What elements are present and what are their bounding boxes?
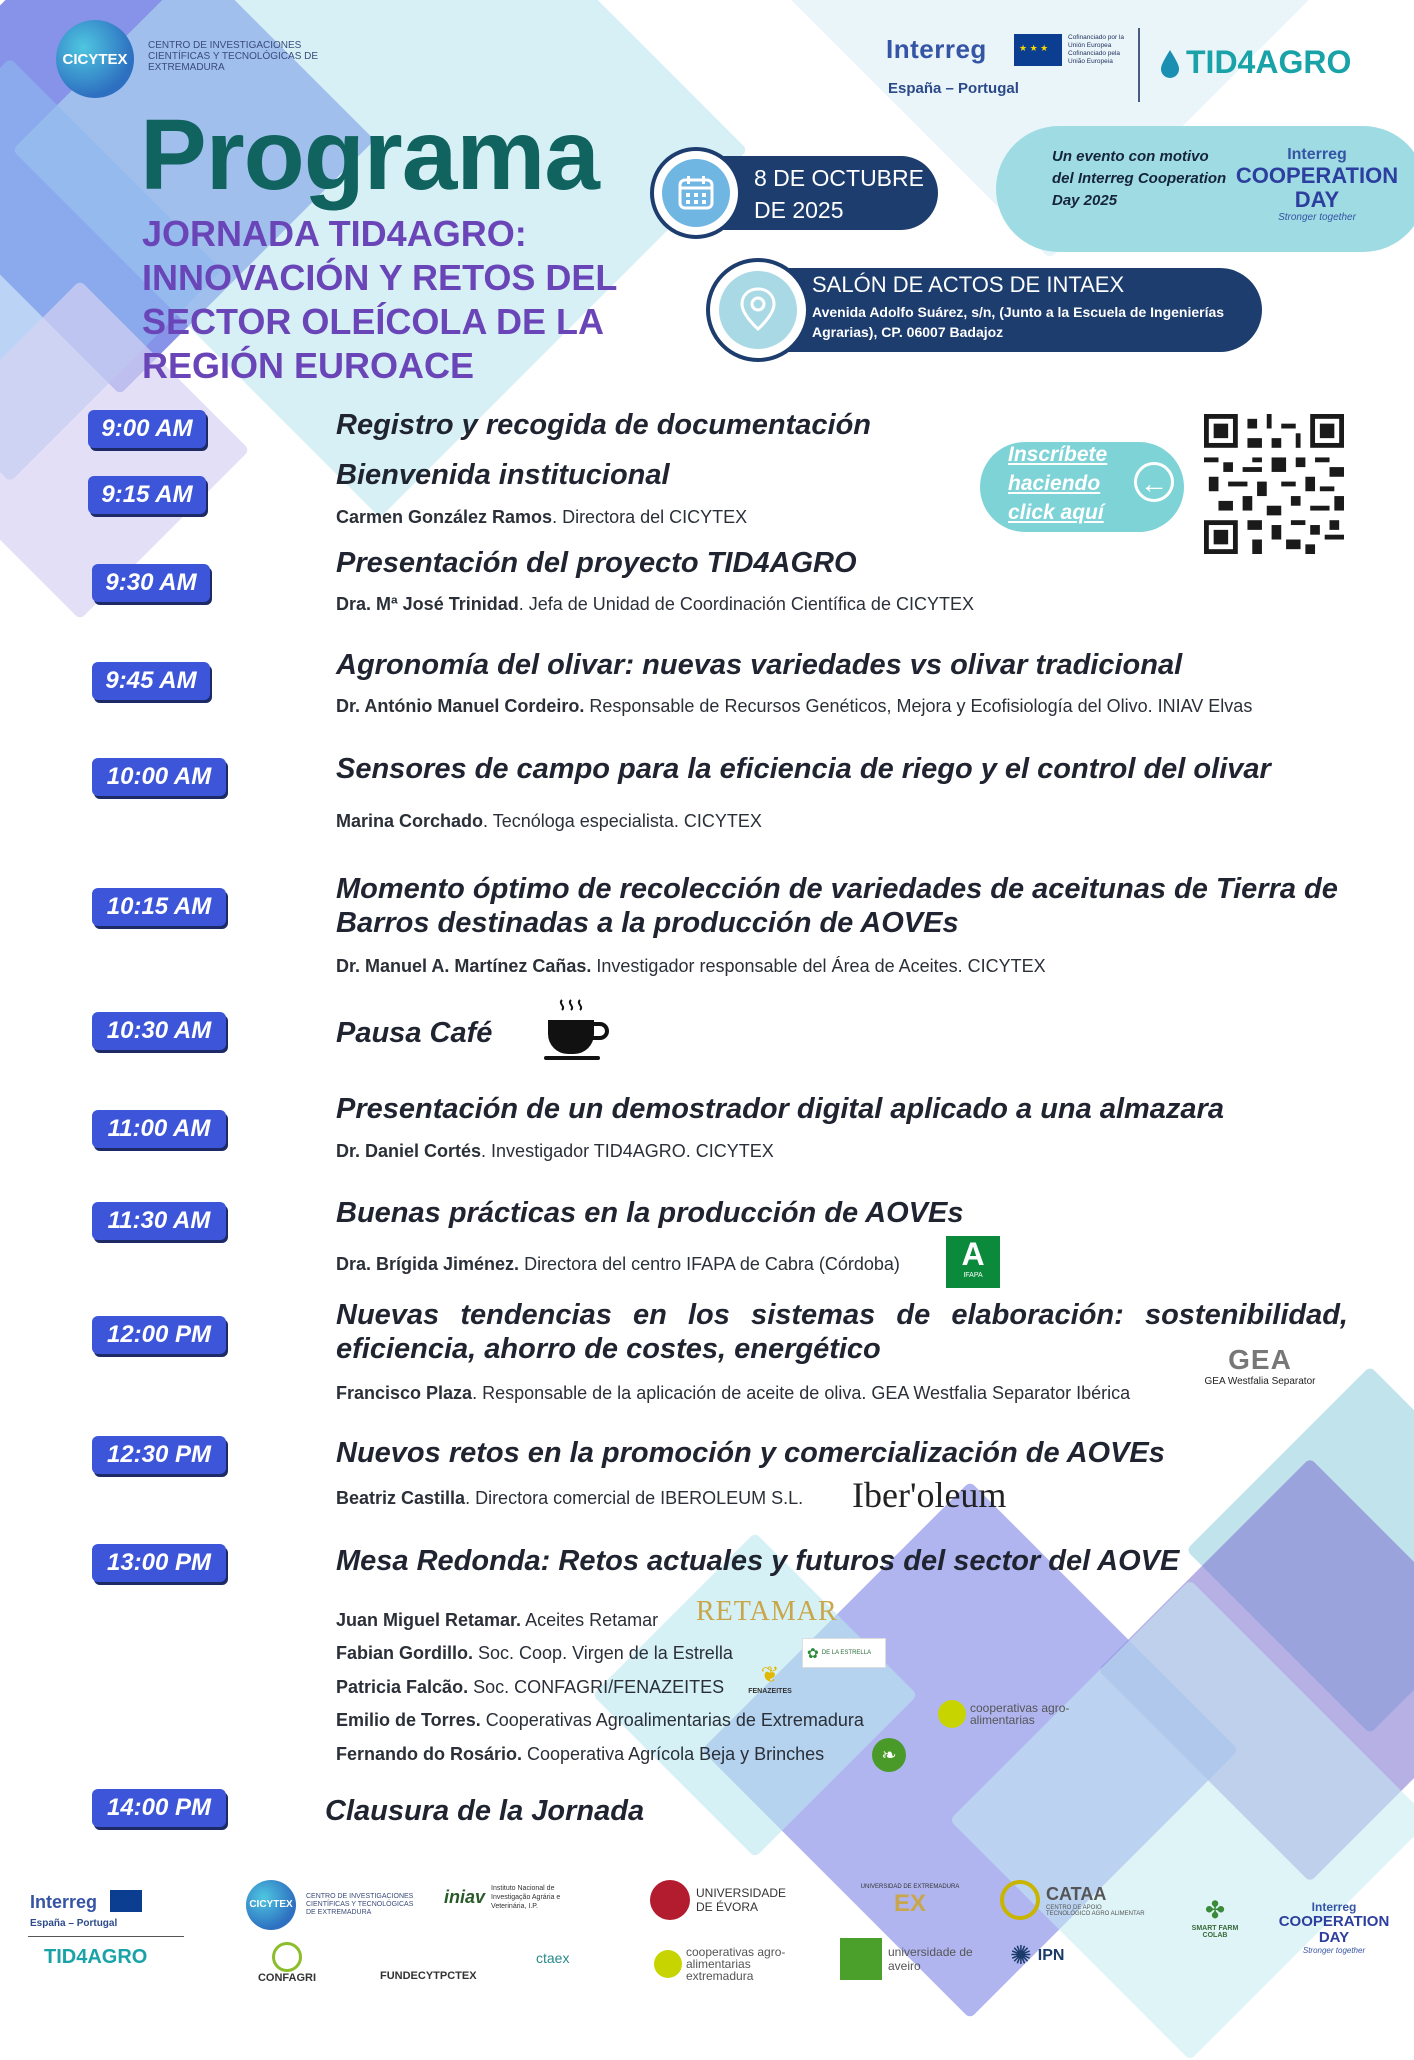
ifapa-logo: [946, 1236, 1000, 1288]
venue-address: Avenida Adolfo Suárez, s/n, (Junto a la Escuela de Ingenierías Agrarias), CP. 06007 Badajoz: [812, 304, 1225, 340]
time-badge: 11:00 AM: [92, 1110, 226, 1148]
cataa-sub: CENTRO DE APOIO TECNOLÓGICO AGRO ALIMENTAR: [1046, 1904, 1145, 1917]
gea-logo-sub: GEA Westfalia Separator: [1204, 1376, 1316, 1387]
iberoleum-logo: Iber'oleum: [852, 1475, 1007, 1515]
cicytex-logo: [56, 20, 134, 98]
footer-coop-day-interreg: Interreg: [1311, 1900, 1357, 1914]
fenazeites-logo-text: FENAZEITES: [748, 1688, 792, 1695]
speaker-name: Francisco Plaza: [336, 1383, 473, 1403]
speaker-role: . Directora del CICYTEX: [552, 507, 748, 527]
time-badge: 14:00 PM: [92, 1789, 226, 1827]
footer-evora: [650, 1880, 796, 1920]
time-badge: 11:30 AM: [92, 1202, 226, 1240]
footer-confagri: [252, 1942, 322, 1984]
cicytex-logo-text: CICYTEX: [62, 50, 128, 68]
panelist-org: Cooperativa Agrícola Beja y Brinches: [522, 1744, 825, 1764]
footer-tid4agro: TID4AGRO: [44, 1946, 148, 1968]
coop-agro-icon: [938, 1700, 966, 1728]
aveiro-icon: [840, 1938, 882, 1980]
footer-espana-portugal: España – Portugal: [30, 1918, 118, 1929]
beja-logo: ❧: [872, 1738, 906, 1772]
footer-coop-agro-icon: [654, 1950, 682, 1978]
speaker-name: Dra. Mª José Trinidad: [336, 594, 519, 614]
time-badge: 9:15 AM: [88, 476, 206, 514]
speaker-name: Dr. António Manuel Cordeiro.: [336, 696, 585, 716]
location-pin-icon: [736, 285, 780, 335]
panelist: [336, 1710, 864, 1731]
panelist: [336, 1643, 733, 1664]
cataa-name: CATAA: [1046, 1883, 1107, 1904]
panelist-org: Aceites Retamar: [521, 1610, 659, 1630]
speaker-name: Dra. Brígida Jiménez.: [336, 1254, 520, 1274]
page-title: Programa: [140, 99, 599, 211]
talk-title: Momento óptimo de recolección de variedades de aceitunas de Tierra de Barros destinadas a la producción de AOVEs: [336, 873, 1338, 939]
talk-title: Agronomía del olivar: nuevas variedades vs olivar tradicional: [336, 649, 1183, 681]
qr-code[interactable]: [1204, 414, 1344, 554]
speaker-role: . Responsable de la aplicación de aceite de oliva. GEA Westfalia Separator Ibérica: [472, 1383, 1131, 1403]
aveiro-text: universidade de aveiro: [888, 1945, 973, 1973]
uex-text: UNIVERSIDAD DE EXTREMADURA: [860, 1884, 960, 1890]
speaker-line: [336, 1488, 803, 1509]
speaker-line: [336, 1383, 1130, 1404]
footer-divider: [28, 1936, 184, 1937]
location-icon-wrap: [719, 271, 797, 349]
panelist-org: Soc. CONFAGRI/FENAZEITES: [468, 1677, 725, 1697]
fenazeites-logo: [746, 1662, 794, 1695]
footer-aveiro: [840, 1938, 978, 1980]
speaker-role: . Tecnóloga especialista. CICYTEX: [483, 811, 762, 831]
talk-title: Clausura de la Jornada: [325, 1795, 645, 1827]
cicytex-name: CENTRO DE INVESTIGACIONES CIENTÍFICAS Y TECNOLÓGICAS DE EXTREMADURA: [148, 40, 319, 73]
footer-coop-day-sub: Stronger together: [1302, 1946, 1366, 1955]
header-divider: [1138, 28, 1140, 102]
evora-text: UNIVERSIDADE DE ÉVORA: [696, 1886, 787, 1914]
panelist-name: Emilio de Torres.: [336, 1710, 481, 1730]
talk-title: Nuevos retos en la promoción y comercialización de AOVEs: [336, 1437, 1165, 1469]
evora-icon: [650, 1880, 690, 1920]
iniav-name: Instituto Nacional de Investigação Agrária e Veterinária, I.P.: [491, 1885, 561, 1910]
tid4agro-logo: [1186, 44, 1351, 81]
speaker-name: Marina Corchado: [336, 811, 484, 831]
coop-logo-main: COOPERATION DAY: [1235, 163, 1399, 212]
footer-coop-day-main: COOPERATION DAY: [1278, 1913, 1390, 1946]
register-link[interactable]: Inscríbete haciendo click aquí: [1008, 443, 1108, 524]
time-badge: 13:00 PM: [92, 1544, 226, 1582]
panelist: [336, 1744, 824, 1765]
venue-name: SALÓN DE ACTOS DE INTAEX: [812, 272, 1125, 297]
coop-agro-text: cooperativas agro-alimentarias: [970, 1701, 1070, 1727]
coop-logo-interreg: Interreg: [1287, 146, 1347, 163]
footer-cicytex-name: CENTRO DE INVESTIGACIONES CIENTÍFICAS Y TECNOLÓGICAS DE EXTREMADURA: [306, 1893, 414, 1916]
panelist-name: Fernando do Rosário.: [336, 1744, 523, 1764]
footer-uex: [840, 1884, 980, 1918]
panelist: [336, 1610, 658, 1631]
talk-title: Nuevas tendencias en los sistemas de elaboración: sostenibilidad, eficiencia, ahorro de costes, energético: [336, 1299, 1348, 1365]
uex-icon: EX: [893, 1890, 926, 1917]
speaker-line: [336, 811, 762, 832]
speaker-role: Directora del centro IFAPA de Cabra (Córdoba): [519, 1254, 900, 1274]
calendar-icon: [676, 173, 716, 213]
espana-portugal-label: España – Portugal: [888, 80, 1019, 97]
footer-fundecyt: FUNDECYTPCTEX: [380, 1970, 477, 1982]
location-badge: [706, 258, 810, 362]
speaker-role: Investigador responsable del Área de Aceites. CICYTEX: [591, 956, 1046, 976]
panelist-name: Patricia Falcão.: [336, 1677, 469, 1697]
ifapa-a-glyph: A: [961, 1236, 985, 1272]
speaker-role: . Jefa de Unidad de Coordinación Científica de CICYTEX: [518, 594, 974, 614]
event-subtitle: JORNADA TID4AGRO: INNOVACIÓN Y RETOS DEL SECTOR OLEÍCOLA DE LA REGIÓN EUROACE: [142, 213, 617, 386]
cataa-text: [1046, 1884, 1146, 1917]
ipn-icon: ✺: [1010, 1940, 1032, 1970]
talk-title: Buenas prácticas en la producción de AOVEs: [336, 1197, 964, 1229]
speaker-name: Dr. Manuel A. Martínez Cañas.: [336, 956, 592, 976]
speaker-line: [336, 1141, 774, 1162]
drop-icon: [1158, 48, 1182, 78]
talk-title: Registro y recogida de documentación: [336, 409, 871, 441]
smartfarm-text: SMART FARM COLAB: [1191, 1925, 1239, 1939]
tid4agro-logo-text: TID4AGRO: [1186, 44, 1352, 80]
speaker-role: Responsable de Recursos Genéticos, Mejora y Ecofisiología del Olivo. INIAV Elvas: [584, 696, 1253, 716]
estrella-logo-text: DE LA ESTRELLA: [821, 1650, 872, 1656]
speaker-line: [336, 1254, 900, 1275]
cooperation-day-text: Un evento con motivo del Interreg Cooperation Day 2025: [1052, 148, 1227, 209]
coffee-cup-icon: [540, 996, 610, 1066]
footer-cicytex-logo: [246, 1880, 296, 1930]
gea-logo: [1198, 1344, 1322, 1412]
footer-interreg: Interreg: [30, 1892, 98, 1912]
speaker-role: . Investigador TID4AGRO. CICYTEX: [481, 1141, 774, 1161]
panelist-name: Juan Miguel Retamar.: [336, 1610, 522, 1630]
footer-iniav: [444, 1884, 581, 1911]
time-badge: 10:30 AM: [92, 1012, 226, 1050]
talk-title: Sensores de campo para la eficiencia de riego y el control del olivar: [336, 753, 1271, 785]
footer-ipn: [1010, 1940, 1064, 1971]
talk-title: Bienvenida institucional: [336, 459, 670, 491]
footer-cataa: [1000, 1880, 1146, 1920]
event-date: 8 DE OCTUBRE DE 2025: [754, 165, 924, 223]
leaf-icon: ✿: [807, 1644, 819, 1661]
arrow-left-icon[interactable]: ←: [1134, 462, 1174, 502]
talk-title: Presentación del proyecto TID4AGRO: [336, 547, 857, 579]
panelist-org: Cooperativas Agroalimentarias de Extremadura: [480, 1710, 864, 1730]
estrella-logo: [802, 1638, 886, 1668]
coop-agro-logo: [938, 1700, 1090, 1728]
time-badge: 12:30 PM: [92, 1436, 226, 1474]
talk-title: Presentación de un demostrador digital aplicado a una almazara: [336, 1093, 1224, 1125]
panelist-name: Fabian Gordillo.: [336, 1643, 474, 1663]
talk-title: Mesa Redonda: Retos actuales y futuros del sector del AOVE: [336, 1545, 1180, 1577]
panelist: [336, 1677, 724, 1698]
panelist-org: Soc. Coop. Virgen de la Estrella: [473, 1643, 733, 1663]
time-badge: 10:15 AM: [92, 888, 226, 926]
talk-title: Pausa Café: [336, 1017, 493, 1049]
calendar-badge: [650, 147, 742, 239]
footer-ctaex: ctaex: [536, 1950, 570, 1966]
calendar-icon-wrap: [662, 159, 730, 227]
olive-branch-icon: ❦: [760, 1662, 780, 1687]
coop-logo-sub: Stronger together: [1278, 212, 1356, 223]
speaker-line: [336, 594, 974, 615]
footer-eu-flag-icon: [110, 1890, 142, 1912]
speaker-line: [336, 696, 1252, 717]
gea-logo-text: GEA: [1228, 1344, 1292, 1375]
iniav-text: iniav: [444, 1887, 486, 1907]
speaker-role: . Directora comercial de IBEROLEUM S.L.: [465, 1488, 804, 1508]
speaker-name: Beatriz Castilla: [336, 1488, 466, 1508]
footer-cicytex-logo-text: CICYTEX: [249, 1899, 293, 1910]
cooperation-day-logo: [1232, 146, 1402, 223]
cataa-icon: [1000, 1880, 1040, 1920]
time-badge: 12:00 PM: [92, 1316, 226, 1354]
time-badge: 9:45 AM: [92, 662, 210, 700]
time-badge: 10:00 AM: [92, 758, 226, 796]
footer-smartfarm: [1180, 1896, 1250, 1939]
retamar-logo: RETAMAR: [696, 1596, 838, 1627]
speaker-line: [336, 507, 747, 528]
footer-coop-day: [1262, 1900, 1406, 1955]
ipn-text: IPN: [1037, 1946, 1065, 1964]
time-badge: 9:30 AM: [92, 564, 210, 602]
footer-coop-agro: [654, 1946, 806, 1982]
time-badge: 9:00 AM: [88, 410, 206, 448]
confagri-text: CONFAGRI: [257, 1972, 317, 1984]
cofinanciado-text: Cofinanciado por la Unión Europea Cofinanciado pela União Europeia: [1068, 34, 1125, 65]
footer-coop-agro-text: cooperativas agro-alimentarias extremadura: [686, 1945, 786, 1983]
speaker-line: [336, 956, 1046, 977]
confagri-icon: [272, 1942, 302, 1972]
interreg-logo: Interreg: [886, 34, 987, 64]
ifapa-label: IFAPA: [963, 1272, 983, 1279]
smartfarm-icon: ✤: [1204, 1897, 1226, 1924]
speaker-name: Dr. Daniel Cortés: [336, 1141, 482, 1161]
speaker-name: Carmen González Ramos: [336, 507, 553, 527]
eu-flag-icon: [1014, 34, 1062, 66]
